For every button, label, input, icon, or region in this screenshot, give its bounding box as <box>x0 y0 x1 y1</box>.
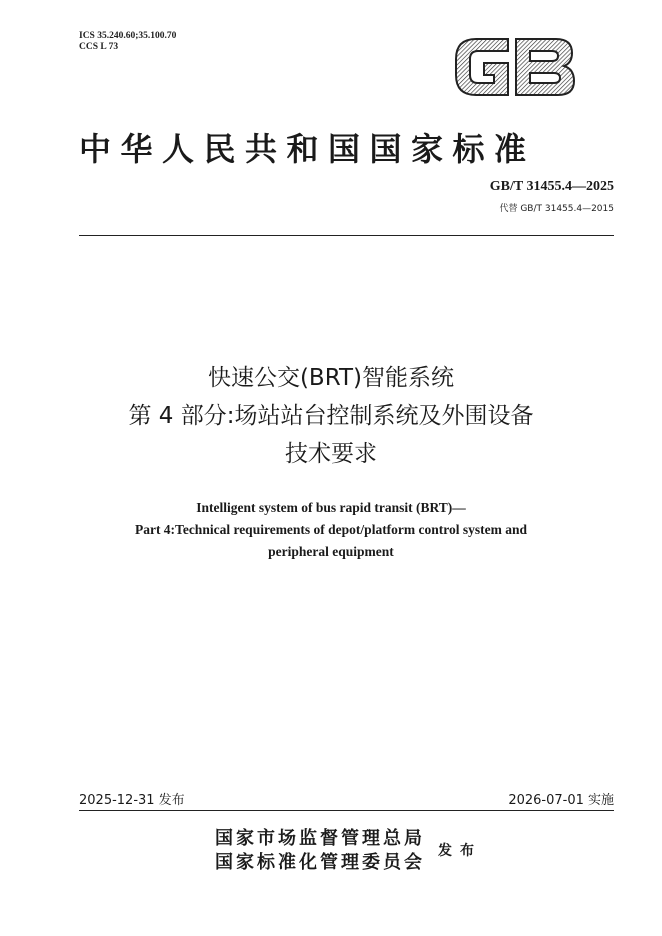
classification-codes <box>79 31 176 53</box>
standard-number: GB/T 31455.4—2025 <box>489 179 614 194</box>
title-en-line2: Part 4:Technical requirements of depot/platform control system and <box>134 522 528 537</box>
implementation-date: 2026-07-01 实施 <box>508 793 614 808</box>
ccs-code: CCS L 73 <box>79 42 119 52</box>
gb-logo-icon <box>448 31 578 103</box>
footer-divider <box>79 810 614 811</box>
replaces-standard: 代替 GB/T 31455.4—2015 <box>499 204 614 214</box>
gb-logo <box>448 31 578 103</box>
title-cn-line2: 第 4 部分:场站站台控制系统及外围设备 <box>128 403 534 429</box>
title-cn-line3: 技术要求 <box>285 441 377 467</box>
title-cn-line1: 快速公交(BRT)智能系统 <box>207 365 455 391</box>
header-divider <box>79 235 614 236</box>
issuer-line1: 国家市场监督管理总局 <box>215 828 425 849</box>
title-en-line1: Intelligent system of bus rapid transit (BRT)— <box>196 500 466 515</box>
org-title: 中华人民共和国国家标准 <box>79 130 536 168</box>
issue-date: 2025-12-31 发布 <box>79 793 185 808</box>
ics-code: ICS 35.240.60;35.100.70 <box>79 31 177 41</box>
publish-label: 发布 <box>438 843 482 859</box>
title-en-line3: peripheral equipment <box>268 544 394 559</box>
issuer-line2: 国家标准化管理委员会 <box>215 852 425 873</box>
